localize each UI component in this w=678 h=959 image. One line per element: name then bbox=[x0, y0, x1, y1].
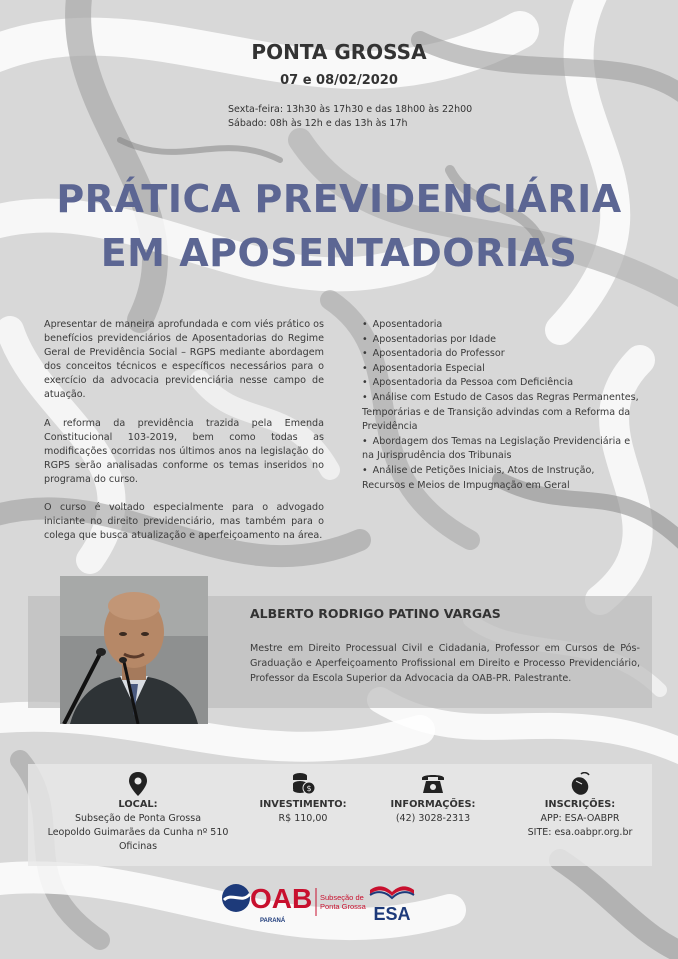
info-inscricoes-label: INSCRIÇÕES: bbox=[544, 799, 616, 810]
telephone-icon bbox=[378, 772, 488, 798]
course-title bbox=[0, 172, 678, 280]
info-local bbox=[44, 772, 232, 854]
description-paragraph: O curso é voltado especialmente para o advogado iniciante no direito previdenciário, mas também para o colega que busca atualização e aperfeiçoamento na área. bbox=[44, 502, 324, 542]
subsecao-text-line-1: Subseção de bbox=[320, 893, 364, 902]
list-item: • Aposentadoria bbox=[362, 319, 443, 330]
schedule bbox=[228, 103, 472, 131]
info-inscricoes bbox=[510, 772, 650, 840]
course-description bbox=[44, 318, 324, 557]
list-item: • Aposentadoria Especial bbox=[362, 362, 485, 374]
event-dates: 07 e 08/02/2020 bbox=[280, 73, 398, 88]
description-paragraph: Apresentar de maneira aprofundada e com viés prático os benefícios previdenciários de Aposentadorias do Regime Geral de Previdência Social – RGPS mediante abordagem dos conceitos técnicos e específicos necessários para o exercício da advocacia previdenciária nesse campo de atuação. bbox=[44, 319, 324, 401]
description-paragraph: A reforma da previdência trazida pela Emenda Constitucional 103-2019, bem como todas as modificações ocorridas nos últimos anos na legislação do RGPS serão analisadas conforme os temas inseridos no programa do curso. bbox=[44, 417, 324, 485]
info-informacoes-line: (42) 3028-2313 bbox=[395, 813, 471, 824]
course-title-line-2: EM APOSENTADORIAS bbox=[100, 231, 578, 275]
oab-logo-text: OAB bbox=[250, 883, 313, 914]
schedule-friday: Sexta-feira: 13h30 às 17h30 e das 18h00 às 22h00 bbox=[228, 104, 473, 115]
info-inscricoes-line: APP: ESA-OABPR bbox=[540, 813, 620, 824]
list-item: • Aposentadoria da Pessoa com Deficiência bbox=[362, 377, 574, 389]
mouse-icon bbox=[510, 772, 650, 798]
city-title: PONTA GROSSA bbox=[251, 40, 427, 64]
speaker-name: ALBERTO RODRIGO PATINO VARGAS bbox=[250, 606, 501, 621]
footer-logos bbox=[220, 878, 460, 926]
coins-icon bbox=[248, 772, 358, 798]
course-title-line-1: PRÁTICA PREVIDENCIÁRIA bbox=[56, 177, 622, 221]
speaker-bio: Mestre em Direito Processual Civil e Cidadania, Professor em Cursos de Pós-Graduação e Aperfeiçoamento Profissional em Direito e Processo Previdenciário, Professor da Escola Superior da Advocacia da OAB-PR. Palestrante. bbox=[250, 643, 640, 684]
list-item: • Análise de Petições Iniciais, Atos de Instrução, Recursos e Meios de Impugnação em Geral bbox=[362, 464, 595, 491]
list-item: • Análise com Estudo de Casos das Regras Permanentes, Temporárias e de Transição advindas com a Reforma da Previdência bbox=[362, 391, 639, 433]
list-item: • Abordagem dos Temas na Legislação Previdenciária e na Jurisprudência dos Tribunais bbox=[362, 435, 631, 462]
list-item: • Aposentadoria do Professor bbox=[362, 348, 505, 360]
subsecao-text-line-2: Ponta Grossa bbox=[320, 902, 366, 911]
info-local-label: LOCAL: bbox=[118, 799, 158, 810]
info-inscricoes-line: SITE: esa.oabpr.org.br bbox=[527, 827, 633, 838]
info-investimento-line: R$ 110,00 bbox=[278, 813, 328, 824]
list-item: • Aposentadorias por Idade bbox=[362, 333, 497, 345]
info-local-line: Subseção de Ponta Grossa bbox=[74, 813, 202, 824]
info-local-line: Oficinas bbox=[118, 841, 158, 852]
esa-book-icon bbox=[370, 886, 414, 896]
oab-esa-logos bbox=[220, 878, 460, 926]
svg-text:$: $ bbox=[306, 784, 312, 793]
map-pin-icon bbox=[44, 772, 232, 798]
info-informacoes bbox=[378, 772, 488, 826]
schedule-saturday: Sábado: 08h às 12h e das 13h às 17h bbox=[228, 118, 408, 129]
info-informacoes-label: INFORMAÇÕES: bbox=[390, 799, 476, 810]
info-investimento-label: INVESTIMENTO: bbox=[259, 799, 347, 810]
info-investimento bbox=[248, 772, 358, 826]
oab-state-text: PARANÁ bbox=[260, 918, 286, 924]
info-local-line: Leopoldo Guimarães da Cunha nº 510 bbox=[47, 827, 229, 838]
speaker-photo bbox=[60, 576, 208, 724]
esa-logo-text: ESA bbox=[373, 904, 411, 924]
topics-list bbox=[362, 318, 640, 493]
